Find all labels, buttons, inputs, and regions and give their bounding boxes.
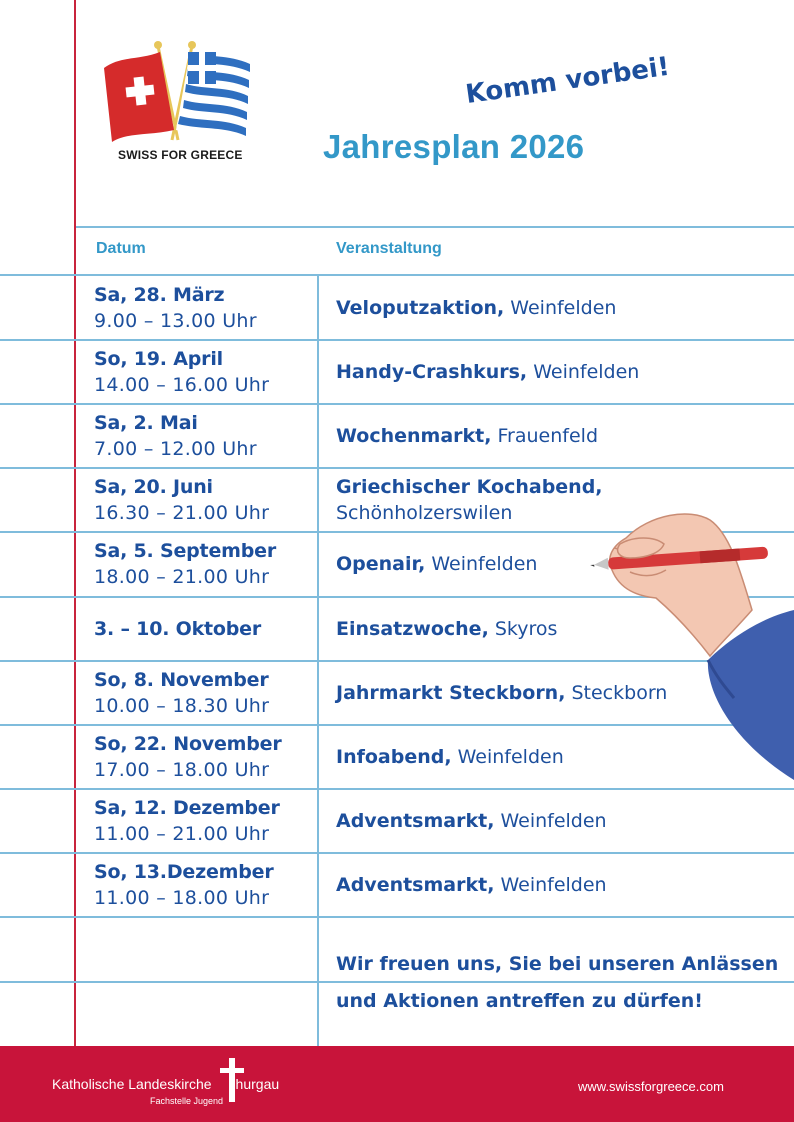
event-date: Sa, 28. März	[94, 284, 225, 306]
page-title: Jahresplan 2026	[323, 128, 585, 165]
closing-message	[336, 946, 778, 1020]
event-place: Schönholzerswilen	[336, 502, 513, 524]
table-row	[0, 789, 794, 853]
event-time: 14.00 – 16.00 Uhr	[94, 374, 270, 396]
event-time: 18.00 – 21.00 Uhr	[94, 566, 270, 588]
column-header-date: Datum	[96, 240, 146, 257]
event-name: Handy-Crashkurs,	[336, 361, 528, 383]
table-row	[0, 853, 794, 917]
table-row	[0, 404, 794, 468]
event-time: 10.00 – 18.30 Uhr	[94, 695, 270, 717]
event-name: Jahrmarkt Steckborn,	[336, 682, 566, 704]
event-place: Weinfelden	[533, 361, 640, 383]
event-name: Einsatzwoche,	[336, 618, 489, 640]
event-date: So, 13.Dezember	[94, 861, 274, 883]
event-time: 16.30 – 21.00 Uhr	[94, 502, 270, 524]
event-time: 11.00 – 18.00 Uhr	[94, 887, 270, 909]
event-date: So, 22. November	[94, 733, 282, 755]
event-date: Sa, 5. September	[94, 540, 276, 562]
event-date: Sa, 12. Dezember	[94, 797, 280, 819]
table-line	[76, 226, 794, 228]
event-name: Wochenmarkt,	[336, 425, 492, 447]
event-name: Griechischer Kochabend,	[336, 476, 603, 498]
event-place: Frauenfeld	[497, 425, 599, 447]
event-time: 7.00 – 12.00 Uhr	[94, 438, 257, 460]
table-row	[0, 276, 794, 340]
event-place: Weinfelden	[457, 746, 564, 768]
logo-text: SWISS FOR GREECE	[118, 148, 243, 162]
event-place: Weinfelden	[500, 874, 607, 896]
hand-with-pen-illustration	[590, 500, 794, 790]
event-date: 3. – 10. Oktober	[94, 618, 262, 640]
table-row	[0, 340, 794, 404]
event-name: Veloputzaktion,	[336, 297, 505, 319]
closing-line-2: und Aktionen antreffen zu dürfen!	[336, 990, 703, 1012]
event-place: Skyros	[494, 618, 558, 640]
tagline: Komm vorbei!	[463, 51, 672, 110]
event-date: Sa, 2. Mai	[94, 412, 198, 434]
event-place: Steckborn	[571, 682, 668, 704]
event-date: Sa, 20. Juni	[94, 476, 213, 498]
footer-org-part2: hurgau	[235, 1076, 280, 1092]
event-place: Weinfelden	[431, 553, 538, 575]
footer-subtitle: Fachstelle Jugend	[150, 1096, 224, 1106]
column-header-event: Veranstaltung	[336, 240, 442, 257]
event-time: 17.00 – 18.00 Uhr	[94, 759, 270, 781]
footer-website-link[interactable]: www.swissforgreece.com	[578, 1079, 724, 1094]
event-date: So, 8. November	[94, 669, 269, 691]
event-time: 11.00 – 21.00 Uhr	[94, 823, 270, 845]
event-date: So, 19. April	[94, 348, 223, 370]
event-name: Adventsmarkt,	[336, 874, 495, 896]
event-place: Weinfelden	[500, 810, 607, 832]
closing-line-1: Wir freuen uns, Sie bei unseren Anlässen	[336, 953, 779, 975]
event-time: 9.00 – 13.00 Uhr	[94, 310, 257, 332]
event-name: Adventsmarkt,	[336, 810, 495, 832]
event-name: Openair,	[336, 553, 426, 575]
event-name: Infoabend,	[336, 746, 452, 768]
footer-org-part1: Katholische Landeskirche	[52, 1076, 212, 1092]
event-place: Weinfelden	[510, 297, 617, 319]
footer	[0, 1046, 794, 1122]
